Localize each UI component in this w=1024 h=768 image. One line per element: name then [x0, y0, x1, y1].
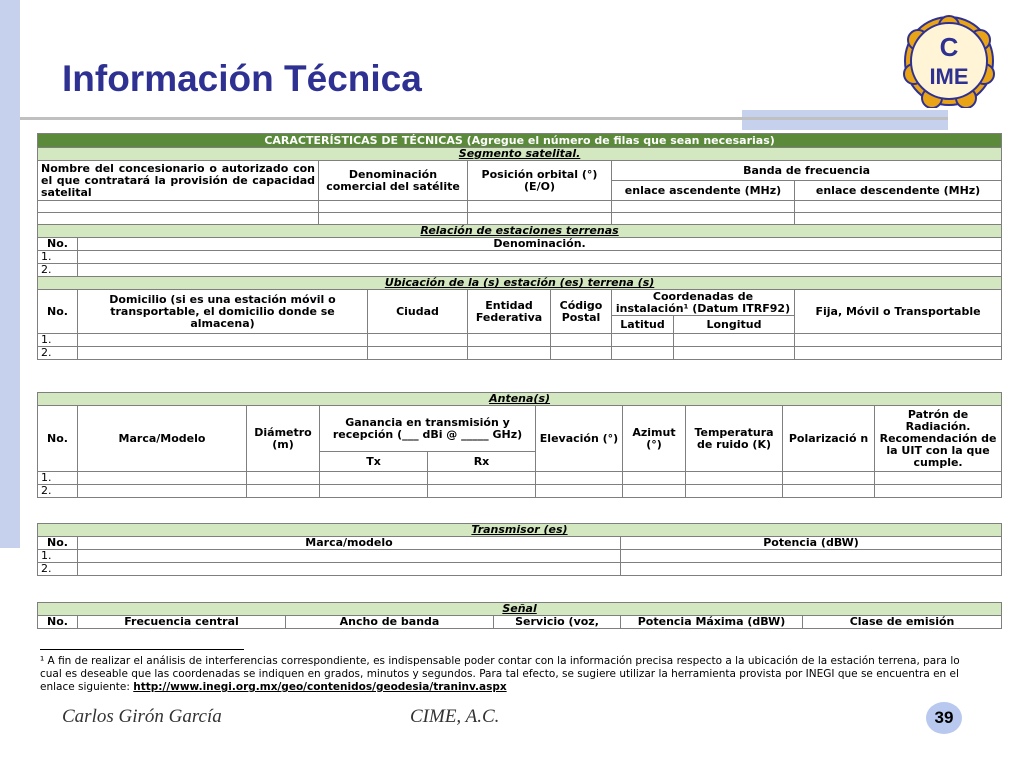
cime-logo — [896, 14, 1002, 108]
header-denominacion: Denominación. — [78, 238, 1002, 251]
header-elevacion: Elevación (°) — [536, 406, 623, 472]
header-tx: Tx — [320, 452, 428, 472]
header-azimut: Azimut (°) — [623, 406, 686, 472]
transmitter-table — [37, 523, 1002, 576]
row-number: 2. — [38, 264, 78, 277]
section-title: Señal — [38, 603, 1002, 616]
header-temperatura: Temperatura de ruido (K) — [686, 406, 783, 472]
header-potencia-maxima: Potencia Máxima (dBW) — [621, 616, 803, 629]
header-no: No. — [38, 290, 78, 334]
row-number: 2. — [38, 485, 78, 498]
footnote-text: ¹ A fin de realizar el análisis de interferencias correspondiente, es indispensable poder contar con la información precisa respecto a la ubicación de la estación terrena, para lo cual es deseable que las coordenadas se indiquen en grados, minutos y segundos. Para tal efecto, se sugiere utilizar la herramienta provista por INEGI que se encuentra en el enlace siguiente: — [40, 655, 960, 693]
header-entidad-federativa: Entidad Federativa — [468, 290, 551, 334]
signal-table — [37, 602, 1002, 629]
header-servicio: Servicio (voz, — [494, 616, 621, 629]
header-diametro: Diámetro (m) — [247, 406, 320, 472]
footnote — [40, 655, 960, 694]
section-title: Antena(s) — [38, 393, 1002, 406]
antenna-table — [37, 392, 1002, 498]
header-fija-movil: Fija, Móvil o Transportable — [795, 290, 1002, 334]
header-banda-frecuencia: Banda de frecuencia — [612, 161, 1002, 181]
row-number: 2. — [38, 563, 78, 576]
footer-author: Carlos Girón García — [62, 706, 222, 727]
row-number: 1. — [38, 334, 78, 347]
header-clase-emision: Clase de emisión — [803, 616, 1002, 629]
page-number-badge: 39 — [926, 702, 962, 734]
header-codigo-postal: Código Postal — [551, 290, 612, 334]
header-concesionario: Nombre del concesionario o autorizado con el que contratará la provisión de capacidad satelital — [38, 161, 319, 201]
header-potencia: Potencia (dBW) — [621, 537, 1002, 550]
inegi-link[interactable]: http://www.inegi.org.mx/geo/contenidos/geodesia/traninv.aspx — [133, 681, 507, 693]
section-title: Transmisor (es) — [38, 524, 1002, 537]
satellite-characteristics-table — [37, 133, 1002, 360]
header-no: No. — [38, 616, 78, 629]
header-rx: Rx — [428, 452, 536, 472]
logo-letter-c: C — [939, 32, 959, 62]
header-no: No. — [38, 406, 78, 472]
title-rule-accent — [742, 110, 948, 130]
row-number: 1. — [38, 251, 78, 264]
header-enlace-ascendente: enlace ascendente (MHz) — [612, 181, 795, 201]
header-enlace-descendente: enlace descendente (MHz) — [795, 181, 1002, 201]
header-polarizacion: Polarizació n — [783, 406, 875, 472]
header-patron-radiacion: Patrón de Radiación. Recomendación de la UIT con la que cumple. — [875, 406, 1002, 472]
header-marca-modelo: Marca/Modelo — [78, 406, 247, 472]
header-marca-modelo: Marca/modelo — [78, 537, 621, 550]
row-number: 2. — [38, 347, 78, 360]
header-frecuencia-central: Frecuencia central — [78, 616, 286, 629]
header-denominacion-comercial: Denominación comercial del satélite — [319, 161, 468, 201]
left-accent-bar — [0, 0, 20, 548]
row-number: 1. — [38, 472, 78, 485]
row-number: 1. — [38, 550, 78, 563]
section-title: Relación de estaciones terrenas — [38, 225, 1002, 238]
header-no: No. — [38, 238, 78, 251]
header-longitud: Longitud — [674, 316, 795, 334]
header-ciudad: Ciudad — [368, 290, 468, 334]
header-ganancia: Ganancia en transmisión y recepción (___ dBi @ _____ GHz) — [320, 406, 536, 452]
logo-letters-ime: IME — [929, 64, 969, 89]
slide-title: Información Técnica — [62, 58, 422, 99]
footer-organization: CIME, A.C. — [410, 706, 500, 727]
header-posicion-orbital: Posición orbital (°) (E/O) — [468, 161, 612, 201]
table-header: CARACTERÍSTICAS DE TÉCNICAS (Agregue el número de filas que sean necesarias) — [38, 134, 1002, 148]
title-rule — [20, 117, 948, 120]
header-no: No. — [38, 537, 78, 550]
section-title: Segmento satelital. — [38, 148, 1002, 161]
header-coordenadas: Coordenadas de instalación¹ (Datum ITRF92) — [612, 290, 795, 316]
footnote-separator — [40, 649, 244, 650]
header-latitud: Latitud — [612, 316, 674, 334]
header-domicilio: Domicilio (si es una estación móvil o transportable, el domicilio donde se almacena) — [78, 290, 368, 334]
header-ancho-banda: Ancho de banda — [286, 616, 494, 629]
section-title: Ubicación de la (s) estación (es) terrena (s) — [38, 277, 1002, 290]
